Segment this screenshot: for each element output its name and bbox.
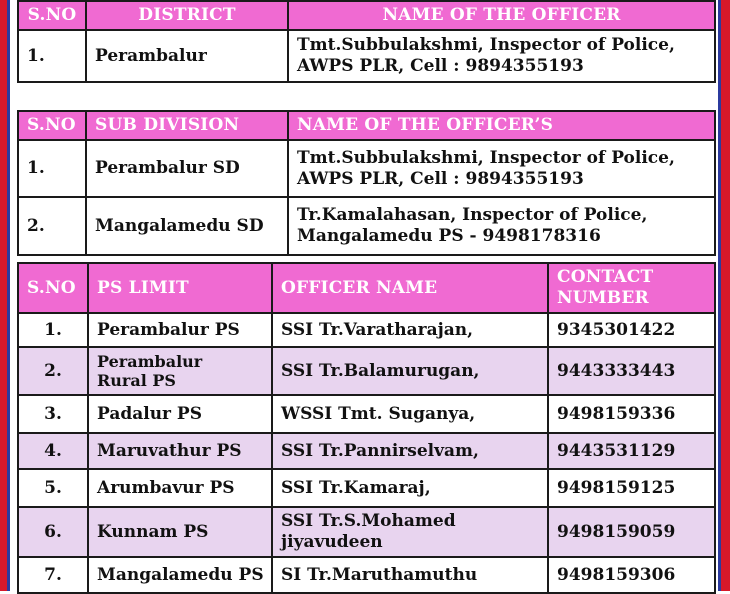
table-row <box>18 30 715 82</box>
table-row <box>18 469 715 507</box>
cell-sno: 4. <box>18 433 88 469</box>
cell-officer <box>288 197 715 255</box>
ps-line-2: Rural PS <box>97 371 176 390</box>
cell-ps: Arumbavur PS <box>88 469 272 507</box>
cell-sno: 5. <box>18 469 88 507</box>
header-contact-line-1: CONTACT <box>557 267 654 287</box>
cell-ps: Perambalur PS <box>88 313 272 347</box>
header-officer-name: NAME OF THE OFFICER’S <box>288 111 715 140</box>
cell-contact: 9498159336 <box>548 395 715 433</box>
table-row <box>18 313 715 347</box>
header-ps-limit: PS LIMIT <box>88 263 272 313</box>
officer-line-2: AWPS PLR, Cell : 9894355193 <box>297 56 584 76</box>
cell-ps: Padalur PS <box>88 395 272 433</box>
cell-sno: 6. <box>18 507 88 557</box>
table-row <box>18 197 715 255</box>
district-officer-table <box>17 0 716 83</box>
cell-officer <box>288 30 715 82</box>
header-contact-number <box>548 263 715 313</box>
table-row <box>18 347 715 395</box>
cell-subdivision: Mangalamedu SD <box>86 197 288 255</box>
officer-line-2: jiyavudeen <box>281 532 383 552</box>
header-sno: S.NO <box>18 1 86 30</box>
cell-sno: 1. <box>18 30 86 82</box>
header-officer-name: NAME OF THE OFFICER <box>288 1 715 30</box>
header-sno: S.NO <box>18 263 88 313</box>
ps-limit-officer-table <box>17 262 716 594</box>
officer-line-1: Tmt.Subbulakshmi, Inspector of Police, <box>297 147 675 168</box>
cell-ps: Mangalamedu PS <box>88 557 272 593</box>
cell-ps: Kunnam PS <box>88 507 272 557</box>
officer-line-1: SSI Tr.S.Mohamed <box>281 511 456 531</box>
cell-sno: 1. <box>18 313 88 347</box>
cell-contact: 9498159059 <box>548 507 715 557</box>
cell-officer: SI Tr.Maruthamuthu <box>272 557 548 593</box>
table-row <box>18 507 715 557</box>
cell-contact: 9443531129 <box>548 433 715 469</box>
cell-district: Perambalur <box>86 30 288 82</box>
subdivision-officer-table <box>17 110 716 256</box>
header-contact-line-2: NUMBER <box>557 288 649 308</box>
cell-contact: 9443333443 <box>548 347 715 395</box>
cell-contact: 9498159306 <box>548 557 715 593</box>
header-sno: S.NO <box>18 111 86 140</box>
left-border-red <box>0 0 7 591</box>
officer-line-2: AWPS PLR, Cell : 9894355193 <box>297 168 584 189</box>
header-district: DISTRICT <box>86 1 288 30</box>
officer-line-1: Tmt.Subbulakshmi, Inspector of Police, <box>297 35 675 55</box>
left-border-blue <box>7 0 10 591</box>
cell-contact: 9498159125 <box>548 469 715 507</box>
cell-officer: SSI Tr.Varatharajan, <box>272 313 548 347</box>
cell-officer <box>272 507 548 557</box>
cell-sno: 2. <box>18 347 88 395</box>
cell-officer: WSSI Tmt. Suganya, <box>272 395 548 433</box>
table-row <box>18 140 715 197</box>
header-subdivision: SUB DIVISION <box>86 111 288 140</box>
cell-officer: SSI Tr.Pannirselvam, <box>272 433 548 469</box>
ps-line-1: Perambalur <box>97 352 203 371</box>
cell-subdivision: Perambalur SD <box>86 140 288 197</box>
table-row <box>18 557 715 593</box>
right-border-red <box>721 0 730 591</box>
cell-sno: 1. <box>18 140 86 197</box>
table-row <box>18 433 715 469</box>
cell-contact: 9345301422 <box>548 313 715 347</box>
cell-sno: 7. <box>18 557 88 593</box>
cell-sno: 2. <box>18 197 86 255</box>
table-row <box>18 395 715 433</box>
officer-line-1: Tr.Kamalahasan, Inspector of Police, <box>297 205 648 225</box>
cell-ps: Maruvathur PS <box>88 433 272 469</box>
cell-officer: SSI Tr.Kamaraj, <box>272 469 548 507</box>
header-officer-name: OFFICER NAME <box>272 263 548 313</box>
cell-sno: 3. <box>18 395 88 433</box>
cell-officer: SSI Tr.Balamurugan, <box>272 347 548 395</box>
cell-officer <box>288 140 715 197</box>
cell-ps <box>88 347 272 395</box>
officer-line-2: Mangalamedu PS - 9498178316 <box>297 226 601 246</box>
